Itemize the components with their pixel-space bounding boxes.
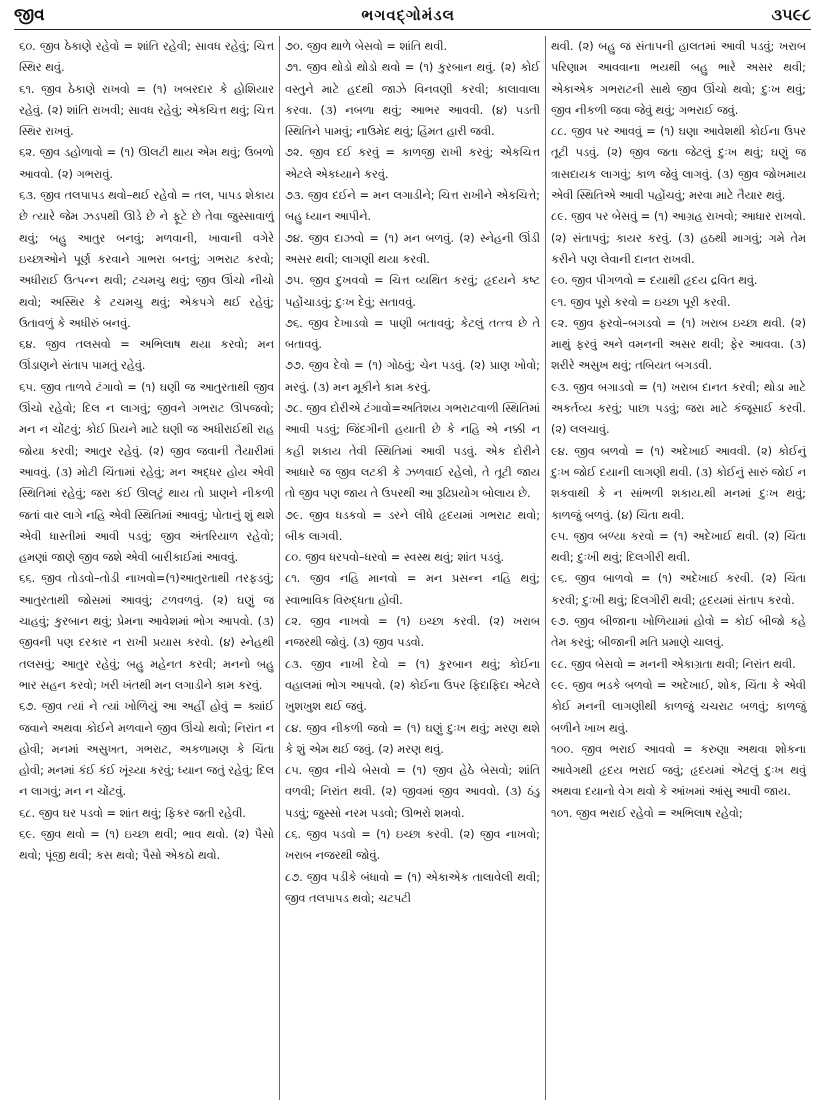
dictionary-entry: ૭૮. જીવ દોરીએ ટંગાવો=અતિશય ગભરાટવાળી સ્થિતિમાં આવી પડવું; જિંદગીની હયાતી છે કે નહિ એ નક્કી ન કહી શકાય તેવી સ્થિતિમાં આવી પડવું. એક દોરીને આધારે જ જીવ લટકી કે ઝળવાઈ રહેલો, તે તૂટી જાય તો જીવ પણ જાય તે ઉપરથી આ રૂઢિપ્રયોગ બોલાય છે. xyxy=(285,402,540,501)
dictionary-entry: ૬૪. જીવ તલસવો = અભિલાષ થયા કરવો; મન ઊંડાણને સંતાપ પામતું રહેવું. xyxy=(19,338,274,373)
header-guide-word: જીવ xyxy=(14,4,45,25)
dictionary-entry: ૯૩. જીવ બગાડવો = (૧) ખરાબ દાનત કરવી; થોડા માટે અકર્તવ્ય કરવું; પાછા પડવું; જરા માટે કંજૂસાઈ કરવી. (૨) લલચાવું. xyxy=(551,380,806,437)
dictionary-entry: ૮૩. જીવ નાખી દેવો = (૧) કુરબાન થવું; કોઈના વહાલમાં ભોગ આપવો. (૨) કોઈના ઉપર ફિદાફિદા એટલે ખુશખુશ થઈ જવું. xyxy=(285,657,540,714)
dictionary-entry: ૭૭. જીવ દેવો = (૧) ગોઠવું; ચેન પડવું. (૨) પ્રાણ ખોવો; મરવું. (૩) મન મૂકીને કામ કરવું. xyxy=(285,359,540,394)
header-page-number: ૩૫૯૮ xyxy=(771,4,811,24)
column-1 xyxy=(14,36,279,1100)
dictionary-entry: ૯૭. જીવ બીજાના ખોળિયામાં હોવો = કોઈ બીજો કહે તેમ કરવું; બીજાની મતિ પ્રમાણે ચાલવું. xyxy=(551,615,806,650)
page-header xyxy=(14,0,811,30)
dictionary-entry: ૭૦. જીવ થાળે બેસવો = શાંતિ થવી. xyxy=(285,40,448,53)
dictionary-entry: ૮૮. જીવ પર આવવું = (૧) ઘણા આવેશથી કોઈના ઉપર તૂટી પડવું. (૨) જીવ જતા જેટલું દુઃખ થવું; ઘણું જ ત્રાસદાયક લાગવું; કાળ જેવું લાગવું. (૩) જીવ જોખમાય એવી સ્થિતિએ આવી પહોંચવું; મરવા માટે તૈયાર થવું. xyxy=(551,125,806,203)
dictionary-entry: ૭૪. જીવ દાઝવો = (૧) મન બળવું. (૨) સ્નેહની ઊંડી અસર થવી; લાગણી થયા કરવી. xyxy=(285,231,540,266)
dictionary-entry: ૮૦. જીવ ધરપવો–ધરવો = સ્વસ્થ થવું; શાંત પડવું. xyxy=(285,551,505,565)
dictionary-entry: ૮૨. જીવ નાખવો = (૧) ઇચ્છા કરવી. (૨) ખરાબ નજરથી જોવું. (૩) જીવ પડવો. xyxy=(285,615,540,650)
dictionary-entry: ૮૯. જીવ પર બેસવું = (૧) આગ્રહ રાખવો; આધાર રાખવો. (૨) સંતાપવું; કાયર કરવું. (૩) હઠથી માગવું; ગમે તેમ કરીને પણ લેવાની દાનત રાખવી. xyxy=(551,210,806,266)
dictionary-entry: ૯૦. જીવ પીગળવો = દયાથી હૃદય દ્રવિત થવું. xyxy=(551,274,758,288)
dictionary-entry: ૬૦. જીવ ઠેકાણે રહેવો = શાંતિ રહેવી; સાવધ રહેવું; ચિત્ત સ્થિર થવું. xyxy=(19,40,274,75)
dictionary-entry: ૭૩. જીવ દઈને = મન લગાડીને; ચિત્ત રાખીને એકચિત્તે; બહુ ધ્યાન આપીને. xyxy=(285,189,540,224)
dictionary-entry: ૬૬. જીવ તોડવો–તોડી નાખવો=(૧)આતુરતાથી તરફડવું; આતુરતાથી જોસમાં આવવું; ટળવળવું. (૨) ઘણું જ ચાહવું; કુરબાન થવું; પ્રેમના આવેશમાં ભોગ આપવો. (૩) જીવની પણ દરકાર ન રાખી પ્રયાસ કરવો. (૪) સ્નેહથી તલસવું; આતુર રહેવું; બહુ મહેનત કરવી; મનનો બહુ ભાર સહન કરવો; ખરી ખંતથી મન લગાડીને કામ કરવું. xyxy=(19,572,274,692)
dictionary-entry: ૭૫. જીવ દુખવવો = ચિત્ત વ્યથિત કરવું; હૃદયને કષ્ટ પહોંચાડવું; દુઃખ દેવું; સતાવવું. xyxy=(285,274,540,309)
dictionary-entry: ૮૫. જીવ નીચે બેસવો = (૧) જીવ હેઠે બેસવો; શાંતિ વળવી; નિરાંત થવી. (૨) જીવમાં જીવ આવવો. (૩) ઠંડુ પડવું; જુસ્સો નરમ પડવો; ઊભરો શમવો. xyxy=(285,764,540,820)
dictionary-entry: ૬૯. જીવ થવો = (૧) ઇચ્છા થવી; ભાવ થવો. (૨) પૈસો થવો; પૂંજી થવી; કસ થવો; પૈસો એકઠો થવો. xyxy=(19,827,274,863)
text-columns xyxy=(14,36,811,1100)
dictionary-entry: ૯૮. જીવ બેસવો = મનની એકાગ્રતા થવી; નિરાંત થવી. xyxy=(551,657,796,671)
dictionary-entry: ૯૨. જીવ ફરવો–બગડવો = (૧) ખરાબ ઇચ્છા થવી. (૨) માથું ફરવું અને વમનની અસર થવી; ફેર આવવા. (૩) શરીરે અસુખ થવું; તબિયત બગડવી. xyxy=(551,316,806,373)
dictionary-entry: ૯૫. જીવ બળ્યા કરવો = (૧) અદેખાઈ થવી. (૨) ચિંતા થવી; દુઃખી થવું; દિલગીરી થવી. xyxy=(551,529,806,565)
dictionary-entry: ૬૭. જીવ ત્યાં ને ત્યાં ખોળિયું આ અહીં હોવું = ક્યાંઈ જવાને અથવા કોઈને મળવાને જીવ ઊંચો થવો; નિરાંત ન હોવી; મનમાં અસુખત, ગભરાટ, અકળામણ કે ચિંતા હોવી; મનમાં કંઈ કંઈ ખૂંચ્યા કરવું; ધ્યાન જતું રહેવું; દિલ ન લાગવું; મન ન ચોંટવું. xyxy=(19,700,275,799)
dictionary-entry: ૬૨. જીવ ડહોળાવો = (૧) ઊલટી થાય એમ થવું; ઉબળો આવવો. (૨) ગભરાવું. xyxy=(19,146,274,181)
dictionary-entry: ૮૧. જીવ નહિ માનવો = મન પ્રસન્ન નહિ થવું; સ્વાભાવિક વિરુદ્ધતા હોવી. xyxy=(285,572,540,607)
dictionary-entry: ૯૪. જીવ બળવો = (૧) અદેખાઈ આવવી. (૨) કોઈનું દુઃખ જોઈ દયાની લાગણી થવી. (૩) કોઈનું સારું જોઈ ન શકવાથી કે ન સાંભળી શકાય.થી મનમાં દુઃખ થવું; કાળજું બળવું. (૪) ચિંતા થવી. xyxy=(551,444,806,522)
dictionary-entry: ૯૧. જીવ પૂરો કરવો = ઇચ્છા પૂરી કરવી. xyxy=(551,295,731,309)
dictionary-entry: ૭૬. જીવ દેખાડવો = પાણી બતાવવું; કેટલું તત્ત્વ છે તે બતાવવું. xyxy=(285,316,540,352)
dictionary-entry: ૧૦૧. જીવ ભરાઈ રહેવો = અભિલાષ રહેવો; xyxy=(551,806,743,820)
dictionary-entry: ૮૬. જીવ પડવો = (૧) ઇચ્છા કરવી. (૨) જીવ નાખવો; ખરાબ નજરથી જોવું. xyxy=(285,827,540,863)
dictionary-entry: ૬૮. જીવ ઘર પડવો = શાંત થવું; ફિકર જતી રહેવી. xyxy=(19,806,247,820)
dictionary-entry: ૯૬. જીવ બાળવો = (૧) અદેખાઈ કરવી. (૨) ચિંતા કરવી; દુઃખી થવું; દિલગીરી થવી; હૃદયમાં સંતાપ કરવો. xyxy=(551,572,806,607)
dictionary-entry: ૬૫. જીવ તાળવે ટંગાવો = (૧) ઘણી જ આતુરતાથી જીવ ઊંચો રહેવો; દિલ ન લાગવું; જીવને ગભરાટ ઊપજવો; મન ન ચોંટવું; કોઈ પ્રિયને માટે ઘણી જ અધીરાઈથી રાહ જોયા કરવી; આતુર રહેવું. (૨) જીવ જવાની તૈયારીમાં આવવું. (૩) મોટી ચિંતામાં રહેવું; મન અદ્ધર હોય એવી સ્થિતિમાં રહેવું; જરા કંઈ ઊલટું થાય તો પ્રાણને નીકળી જતાં વાર લાગે નહિ એવી સ્થિતિમાં આવવું; પોતાનું શું થશે એવી ધાસ્તીમાં આવી પડવું; જીવ અંતરિયાળ રહેવો; હમણાં જાણે જીવ જશે એવી બારીકાઈમાં આવવું. xyxy=(19,380,274,565)
dictionary-entry: ૬૧. જીવ ઠેકાણે રાખવો = (૧) ખબરદાર કે હોશિયાર રહેવું. (૨) શાંતિ રાખવી; સાવધ રહેવું; એકચિત્ત થવું; ચિત્ત સ્થિર રાખવું. xyxy=(19,82,274,139)
dictionary-entry: ૮૭. જીવ પડીકે બંધાવો = (૧) એકાએક તાલાવેલી થવી; જીવ તલપાપડ થવો; ચટપટી xyxy=(285,870,540,905)
dictionary-entry: ૮૪. જીવ નીકળી જવો = (૧) ઘણું દુઃખ થવું; મરણ થશે કે શું એમ થઈ જવું. (૨) મરણ થવું. xyxy=(285,721,540,756)
dictionary-entry: ૭૯. જીવ ધડકવો = ડરને લીધે હૃદયમાં ગભરાટ થવો; બીક લાગવી. xyxy=(285,508,540,543)
dictionary-entry: ૭૧. જીવ થોડો થોડો થવો = (૧) કુરબાન થવું. (૨) કોઈ વસ્તુને માટે હદથી જાઝે વિનવણી કરવી; કાલાવાલા કરવા. (૩) નબળા થવું; આભર આવવી. (૪) પડતી સ્થિતિને પામવું; નાઉમેદ થવું; હિંમત હારી જવી. xyxy=(285,61,540,139)
dictionary-entry: ૭૨. જીવ દઈ કરવું = કાળજી રાખી કરવું; એકચિત્ત એટલે એકધ્યાને કરવું. xyxy=(285,146,540,181)
column-3 xyxy=(545,36,811,1100)
dictionary-entry: ૬૩. જીવ તલપાપડ થવો–થઈ રહેવો = તલ, પાપડ શેકાય છે ત્યારે જેમ ઝડપથી ઊડે છે ને ફૂટે છે તેવા જુસ્સાવાળું થવું; બહુ આતુર બનવું; મળવાની, ખાવાની વગેરે ઇચ્છાઓને પૂર્ણ કરવાને ગાભરા બનવું; ગભરાટ કરવો; અધીરાઈ ઉત્પન્ન થવી; ટચમચુ થવું; જીવ ઊંચો નીચો થવો; અસ્થિર કે ટચમચુ થવું; એકપગે થઈ રહેવું; ઉતાવળું કે અધીરું બનવું. xyxy=(19,189,274,330)
header-book-title: ભગવદ્ગોમંડલ xyxy=(361,5,455,24)
dictionary-entry: ૯૯. જીવ ભડકે બળવો = અદેખાઈ, શોક, ચિંતા કે એવી કોઈ મનની લાગણીથી કાળજું ચચરાટ બળવું; કાળજું બળીને ખાખ થવું. xyxy=(551,678,806,735)
dictionary-entry: ૧૦૦. જીવ ભરાઈ આવવો = કરુણા અથવા શોકના આવેગથી હૃદય ભરાઈ જવું; હૃદયમાં એટલું દુઃખ થવું અથવા દયાનો વેગ થવો કે આંખમાં આંસુ આવી જાય. xyxy=(551,742,806,799)
dictionary-entry: થવી. (૨) બહુ જ સંતાપની હાલતમાં આવી પડવું; ખરાબ પરિણામ આવવાના ભયથી બહુ ભારે અસર થવી; એકાએક ગભરાટની સાથે જીવ ઊંચો થવો; દુઃખ થવું; જીવ નીકળી જવા જેવું થવું; ગભરાઈ જવું. xyxy=(551,40,806,117)
column-2 xyxy=(279,36,545,1100)
